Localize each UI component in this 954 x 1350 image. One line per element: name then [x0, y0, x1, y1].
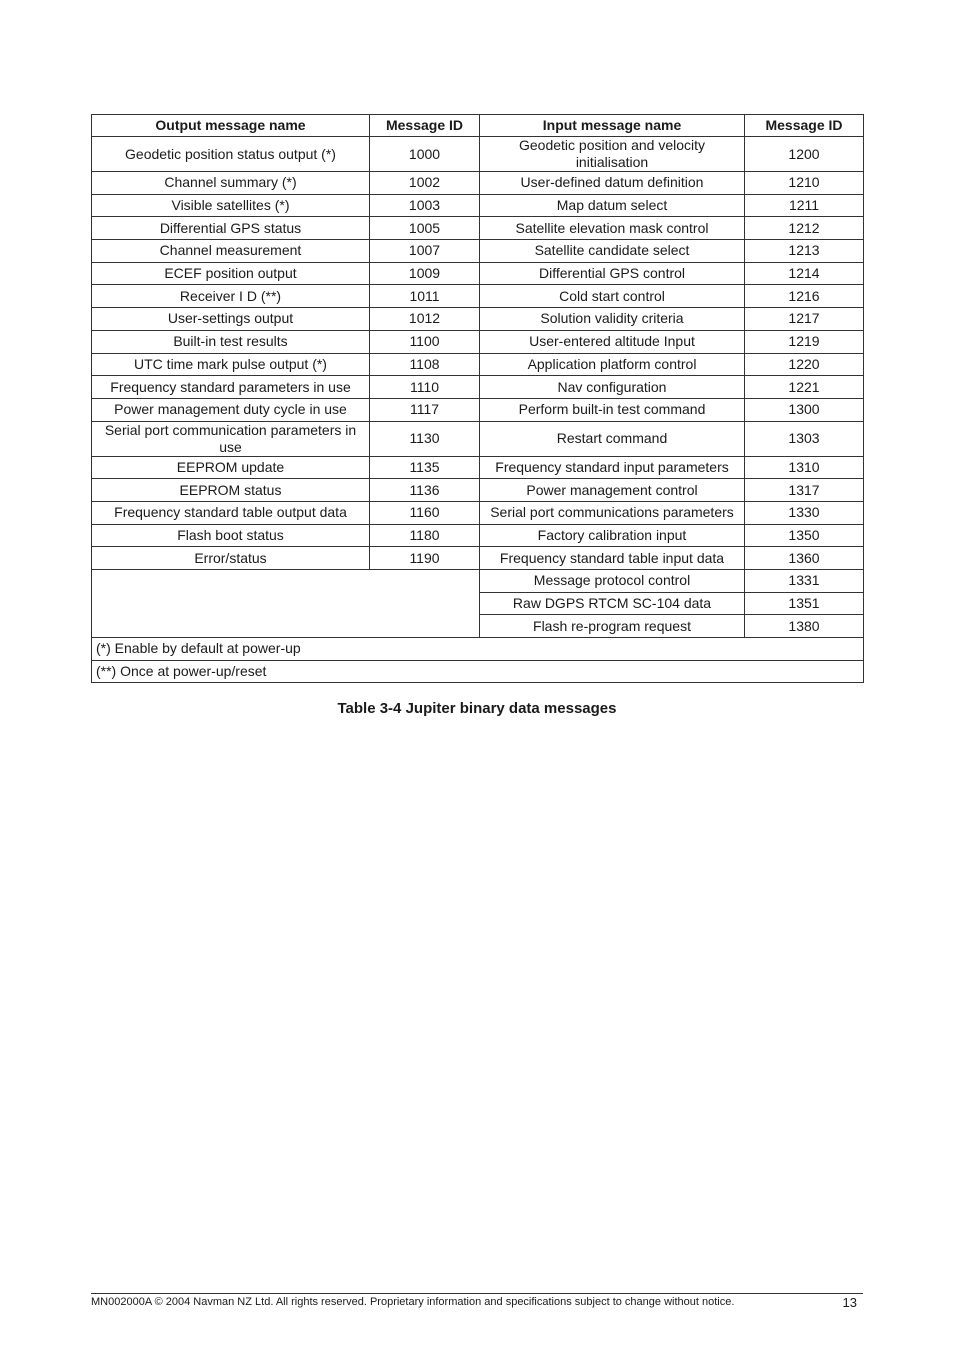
input-message-name: Solution validity criteria [480, 308, 745, 331]
input-message-id: 1300 [745, 398, 864, 421]
header-output-name: Output message name [92, 115, 370, 137]
output-message-name: Geodetic position status output (*) [92, 137, 370, 172]
output-message-name: EEPROM update [92, 456, 370, 479]
output-message-id: 1002 [370, 172, 480, 195]
input-message-name: Restart command [480, 421, 745, 456]
output-message-id: 1007 [370, 240, 480, 263]
output-message-id: 1012 [370, 308, 480, 331]
table-note-row [92, 660, 864, 683]
input-message-name: Satellite elevation mask control [480, 217, 745, 240]
empty-output-cell [92, 570, 480, 638]
footer-copyright: MN002000A © 2004 Navman NZ Ltd. All rights reserved. Proprietary information and specifications subject to change without notice. [91, 1296, 735, 1308]
table-row [92, 524, 864, 547]
table-row [92, 376, 864, 399]
input-message-name: Frequency standard table input data [480, 547, 745, 570]
input-message-name: Differential GPS control [480, 262, 745, 285]
table-row [92, 456, 864, 479]
input-message-name: Satellite candidate select [480, 240, 745, 263]
output-message-name: Built-in test results [92, 330, 370, 353]
table-row [92, 501, 864, 524]
output-message-id: 1136 [370, 479, 480, 502]
input-message-id: 1210 [745, 172, 864, 195]
table-row [92, 353, 864, 376]
input-message-name: Perform built-in test command [480, 398, 745, 421]
table-body [92, 137, 864, 683]
input-message-id: 1360 [745, 547, 864, 570]
output-message-name: User-settings output [92, 308, 370, 331]
message-table [91, 114, 864, 683]
output-message-id: 1130 [370, 421, 480, 456]
table-note: (*) Enable by default at power-up [92, 638, 864, 661]
table-row [92, 330, 864, 353]
input-message-id: 1220 [745, 353, 864, 376]
input-message-name: Cold start control [480, 285, 745, 308]
input-message-id: 1310 [745, 456, 864, 479]
table-row [92, 137, 864, 172]
output-message-name: Serial port communication parameters in use [92, 421, 370, 456]
output-message-name: UTC time mark pulse output (*) [92, 353, 370, 376]
output-message-id: 1117 [370, 398, 480, 421]
input-message-id: 1214 [745, 262, 864, 285]
output-message-name: Error/status [92, 547, 370, 570]
output-message-name: Channel measurement [92, 240, 370, 263]
table-row [92, 262, 864, 285]
page-number: 13 [842, 1295, 857, 1310]
output-message-id: 1135 [370, 456, 480, 479]
output-message-id: 1005 [370, 217, 480, 240]
input-message-id: 1350 [745, 524, 864, 547]
output-message-id: 1190 [370, 547, 480, 570]
output-message-id: 1160 [370, 501, 480, 524]
input-message-name: User-defined datum definition [480, 172, 745, 195]
table-header-row [92, 115, 864, 137]
output-message-id: 1108 [370, 353, 480, 376]
input-message-id: 1351 [745, 592, 864, 615]
output-message-id: 1110 [370, 376, 480, 399]
output-message-name: EEPROM status [92, 479, 370, 502]
table-note-row [92, 638, 864, 661]
output-message-name: ECEF position output [92, 262, 370, 285]
input-message-id: 1380 [745, 615, 864, 638]
input-message-name: User-entered altitude Input [480, 330, 745, 353]
table-caption: Table 3-4 Jupiter binary data messages [337, 700, 617, 717]
input-message-name: Raw DGPS RTCM SC-104 data [480, 592, 745, 615]
output-message-name: Differential GPS status [92, 217, 370, 240]
header-input-name: Input message name [480, 115, 745, 137]
input-message-name: Geodetic position and velocity initialisation [480, 137, 745, 172]
output-message-name: Frequency standard table output data [92, 501, 370, 524]
footer-divider [91, 1293, 863, 1294]
table-row [92, 172, 864, 195]
input-message-name: Message protocol control [480, 570, 745, 593]
input-message-name: Power management control [480, 479, 745, 502]
table-row [92, 547, 864, 570]
table-row [92, 217, 864, 240]
table-row [92, 285, 864, 308]
input-message-name: Application platform control [480, 353, 745, 376]
input-message-name: Factory calibration input [480, 524, 745, 547]
input-message-name: Frequency standard input parameters [480, 456, 745, 479]
output-message-id: 1009 [370, 262, 480, 285]
table-row [92, 398, 864, 421]
table-row [92, 421, 864, 456]
input-message-id: 1213 [745, 240, 864, 263]
input-message-id: 1331 [745, 570, 864, 593]
input-message-id: 1303 [745, 421, 864, 456]
output-message-name: Channel summary (*) [92, 172, 370, 195]
table-row [92, 308, 864, 331]
input-message-id: 1200 [745, 137, 864, 172]
input-message-id: 1217 [745, 308, 864, 331]
output-message-name: Frequency standard parameters in use [92, 376, 370, 399]
input-message-name: Flash re-program request [480, 615, 745, 638]
table-row [92, 479, 864, 502]
input-message-id: 1212 [745, 217, 864, 240]
input-message-name: Nav configuration [480, 376, 745, 399]
output-message-id: 1100 [370, 330, 480, 353]
output-message-id: 1003 [370, 194, 480, 217]
table-row [92, 570, 864, 593]
output-message-id: 1180 [370, 524, 480, 547]
header-input-id: Message ID [745, 115, 864, 137]
output-message-id: 1011 [370, 285, 480, 308]
table-note: (**) Once at power-up/reset [92, 660, 864, 683]
input-message-id: 1221 [745, 376, 864, 399]
table-row [92, 240, 864, 263]
output-message-name: Receiver I D (**) [92, 285, 370, 308]
input-message-id: 1330 [745, 501, 864, 524]
input-message-id: 1211 [745, 194, 864, 217]
input-message-id: 1216 [745, 285, 864, 308]
header-output-id: Message ID [370, 115, 480, 137]
output-message-name: Visible satellites (*) [92, 194, 370, 217]
input-message-id: 1317 [745, 479, 864, 502]
input-message-name: Serial port communications parameters [480, 501, 745, 524]
input-message-name: Map datum select [480, 194, 745, 217]
table-row [92, 194, 864, 217]
output-message-name: Flash boot status [92, 524, 370, 547]
output-message-name: Power management duty cycle in use [92, 398, 370, 421]
input-message-id: 1219 [745, 330, 864, 353]
output-message-id: 1000 [370, 137, 480, 172]
